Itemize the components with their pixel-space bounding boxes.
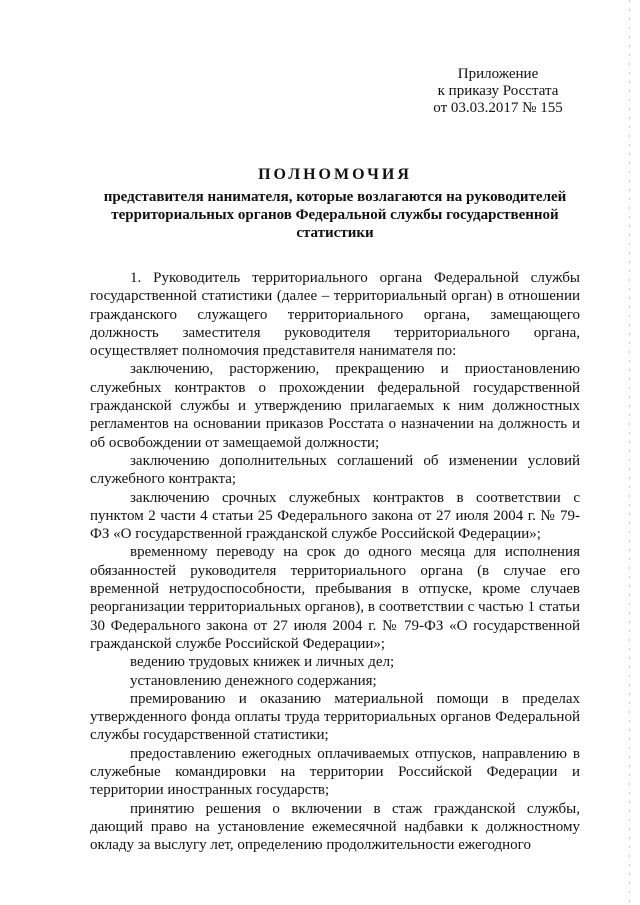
paragraph: заключению дополнительных соглашений об изменении условий служебного контракта; [90,452,580,488]
document-body [90,269,580,855]
appendix-header [398,66,598,117]
appendix-label: Приложение [457,66,539,82]
paragraph: заключению срочных служебных контрактов в соответствии с пунктом 2 части 4 статьи 25 Федерального закона от 27 июля 2004 г. № 79-ФЗ «О государственной гражданской службе Российской Федерации»; [90,489,580,543]
paragraph: временному переводу на срок до одного месяца для исполнения обязанностей руководителя территориального органа (в случае его временной нетрудоспособности, пребывания в отпуске, кроме случаев реорганизации территориальных органов), в соответствии с частью 1 статьи 30 Федерального закона от 27 июля 2004 г. № 79-ФЗ «О государственной гражданской службе Российской Федерации»; [90,544,580,652]
document-title: ПОЛНОМОЧИЯ [258,166,412,183]
paragraph: ведению трудовых книжек и личных дел; [130,654,395,671]
paragraph: предоставлению ежегодных оплачиваемых отпусков, направлению в служебные командировки на территории Российской Федерации и территории иностранных государств; [90,745,580,799]
paragraph: установлению денежного содержания; [130,672,377,689]
paragraph: 1. Руководитель территориального органа Федеральной службы государственной статистики (далее – территориальный орган) в отношении гражданского служащего территориального органа, замещающего должность заместителя руководителя территориального органа, осуществляет полномочия представителя нанимателя по: [90,270,580,360]
scan-margin-line [629,0,630,905]
document-subtitle: представителя нанимателя, которые возлагаются на руководителей территориальных органов Федеральной службы государственной статистики [103,189,567,241]
paragraph: заключению, расторжению, прекращению и приостановлению служебных контрактов о прохождении федеральной государственной гражданской службы и утверждению прилагаемых к ним должностных регламентов на основании приказов Росстата о назначении на должность и об освобождении от замещаемой должности; [90,361,580,451]
appendix-order-ref: к приказу Росстата [437,83,559,99]
paragraph: принятию решения о включении в стаж гражданской службы, дающий право на установление ежемесячной надбавки к должностному окладу за выслугу лет, определению продолжительности ежегодного [90,800,580,854]
paragraph: премированию и оказанию материальной помощи в пределах утвержденного фонда оплаты труда территориальных органов Федеральной службы государственной статистики; [90,690,580,744]
appendix-order-date: от 03.03.2017 № 155 [433,100,563,116]
